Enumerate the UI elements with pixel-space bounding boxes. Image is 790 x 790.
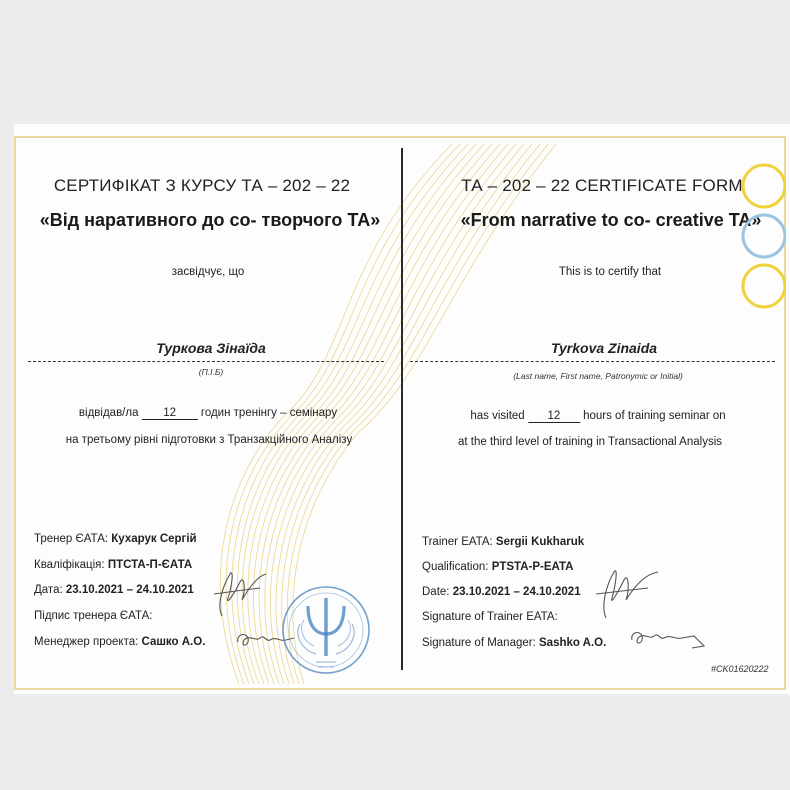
right-trainer-value: Sergii Kukharuk	[495, 536, 585, 548]
right-hours-value: 12	[528, 410, 580, 423]
left-level-text: на третьому рівні підготовки з Транзакційного Аналізу	[65, 434, 353, 446]
right-qualification-row	[422, 561, 573, 573]
left-date-row	[34, 584, 194, 596]
left-date-value: 23.10.2021 – 24.10.2021	[65, 584, 194, 596]
certificate-serial: #CK01620222	[711, 664, 769, 674]
right-trainer-label: Trainer EATA:	[422, 536, 493, 548]
right-manager-label: Signature of Manager:	[422, 637, 536, 649]
right-date-row	[422, 586, 581, 598]
left-name-line	[28, 361, 384, 362]
left-manager-row	[34, 636, 205, 648]
center-divider	[401, 148, 403, 670]
left-qualification-row	[34, 559, 192, 571]
left-recipient-name: Туркова Зінаїда	[156, 340, 266, 356]
left-trainer-signature	[204, 564, 274, 624]
right-qualification-label: Qualification:	[422, 561, 489, 573]
left-trainer-row	[34, 533, 197, 545]
left-attended-post: годин тренінгу – семінару	[200, 407, 338, 419]
right-attended-line	[470, 410, 725, 423]
right-title: ТА – 202 – 22 CERTIFICATE FORM	[461, 176, 743, 195]
left-qualification-label: Кваліфікація:	[34, 559, 105, 571]
right-manager-signature	[622, 616, 712, 660]
left-attended-pre: відвідав/ла	[78, 407, 139, 419]
certificate	[14, 124, 790, 694]
right-trainer-row	[422, 536, 584, 548]
right-name-line	[410, 361, 775, 362]
left-date-label: Дата:	[34, 584, 63, 596]
left-trainer-signature-label: Підпис тренера ЄАТА:	[34, 610, 153, 622]
right-attended-pre: has visited	[470, 410, 525, 422]
right-recipient-name: Tyrkova Zinaida	[550, 340, 658, 356]
decorative-rings	[726, 162, 786, 312]
right-certifies-text: This is to certify that	[558, 266, 662, 278]
left-trainer-label: Тренер ЄАТА:	[34, 533, 109, 545]
right-attended-post: hours of training seminar on	[583, 410, 726, 422]
right-level-text: at the third level of training in Transactional Analysis	[457, 436, 723, 448]
left-attended-line	[79, 407, 337, 420]
right-course-name: «From narrative to co- creative TA»	[460, 210, 762, 230]
left-manager-label: Менеджер проекта:	[34, 636, 139, 648]
left-qualification-value: ПТСТА-П-ЄАТА	[107, 559, 193, 571]
left-manager-value: Сашко А.О.	[141, 636, 206, 648]
right-trainer-signature-label: Signature of Trainer EATA:	[422, 611, 558, 623]
psi-seal-logo	[280, 584, 372, 676]
left-trainer-value: Кухарук Сергій	[111, 533, 197, 545]
left-certifies-text: засвідчує, що	[171, 266, 245, 278]
left-course-name: «Від наративного до со- творчого ТА»	[39, 210, 381, 230]
right-date-label: Date:	[422, 586, 450, 598]
right-date-value: 23.10.2021 – 24.10.2021	[452, 586, 581, 598]
right-manager-value: Sashko A.O.	[539, 637, 607, 649]
right-name-caption: (Last name, First name, Patronymic or Initial)	[513, 371, 683, 381]
left-title: СЕРТИФІКАТ З КУРСУ ТА – 202 – 22	[53, 176, 351, 195]
left-name-caption: (П.І.Б)	[198, 367, 224, 377]
left-hours-value: 12	[142, 407, 198, 420]
right-qualification-value: PTSTA-P-EATA	[491, 561, 574, 573]
right-manager-row	[422, 637, 606, 649]
